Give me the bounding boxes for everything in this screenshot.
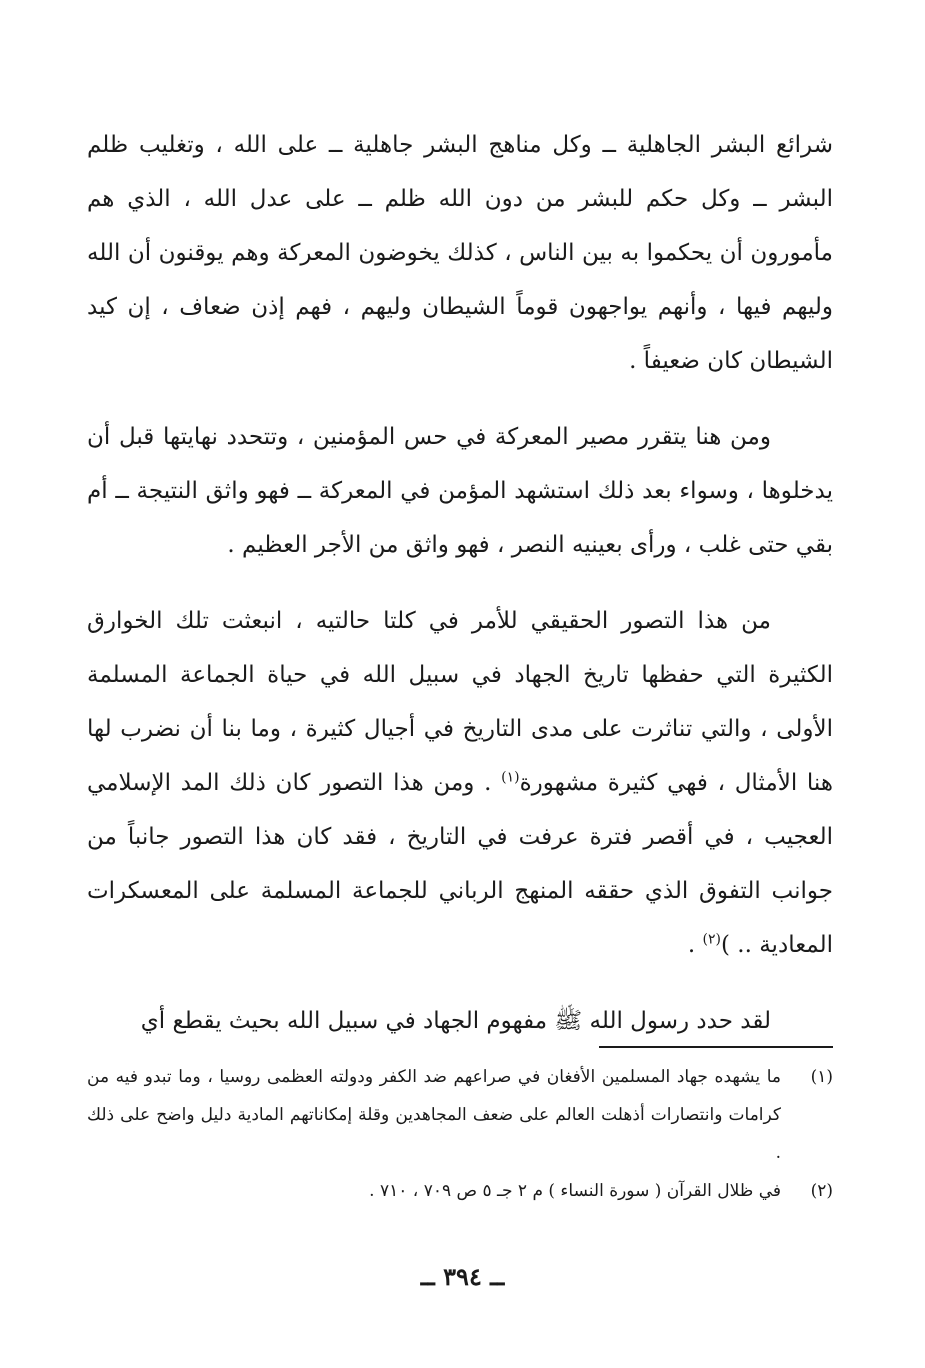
paragraph-2: ومن هنا يتقرر مصير المعركة في حس المؤمنين ، وتتحدد نهايتها قبل أن يدخلوها ، وسواء بعد ذلك استشهد المؤمن في المعركة ــ فهو واثق النتيجة ــ أم بقي حتى غلب ، ورأى بعينيه النصر ، فهو واثق من الأجر العظيم . bbox=[87, 424, 833, 558]
paragraph-4: لقد حدد رسول الله ﷺ مفهوم الجهاد في سبيل الله بحيث يقطع أي bbox=[140, 1008, 771, 1034]
paragraph-3-text-end: . bbox=[687, 932, 703, 958]
footnotes bbox=[87, 1058, 833, 1210]
paragraph-3-text-middle: . ومن هذا التصور كان ذلك المد الإسلامي العجيب ، في أقصر فترة عرفت في التاريخ ، فقد كان هذا التصور جانباً من جوانب التفوق الذي حققه المنهج الرباني للجماعة المسلمة على المعسكرات المعادية .. ) bbox=[87, 770, 833, 958]
paragraph-1: شرائع البشر الجاهلية ــ وكل مناهج البشر جاهلية ــ على الله ، وتغليب ظلم البشر ــ وكل حكم للبشر من دون الله ظلم ــ على عدل الله ، الذي هم مأمورون أن يحكموا به بين الناس ، كذلك يخوضون المعركة وهم يوقنون أن الله وليهم فيها ، وأنهم يواجهون قوماً الشيطان وليهم ، فهم إذن ضعاف ، إن كيد الشيطان كان ضعيفاً . bbox=[87, 132, 833, 374]
footnote-2 bbox=[87, 1172, 833, 1210]
main-text bbox=[87, 118, 833, 1048]
footnote-1-text: ما يشهده جهاد المسلمين الأفغان في صراعهم ضد الكفر ودولته العظمى روسيا ، وما تبدو فيه من كرامات وانتصارات أذهلت العالم على ضعف المجاهدين وقلة إمكاناتهم المادية دليل واضح على ذلك . bbox=[87, 1067, 781, 1163]
footnote-1 bbox=[87, 1058, 833, 1172]
paragraph-3-text-start: من هذا التصور الحقيقي للأمر في كلتا حالتيه ، انبعثت تلك الخوارق الكثيرة التي حفظها تاريخ الجهاد في سبيل الله في حياة الجماعة المسلمة الأولى ، والتي تناثرت على مدى التاريخ في أجيال كثيرة ، وما بنا أن نضرب لها هنا الأمثال ، فهي كثيرة مشهورة bbox=[87, 608, 834, 796]
paragraph-3 bbox=[87, 594, 833, 972]
page-number: ــ ٣٩٤ ــ bbox=[420, 1262, 505, 1291]
footnote-1-number: (١) bbox=[810, 1067, 833, 1087]
footnote-ref-2: (٢) bbox=[702, 931, 721, 948]
footnote-ref-1: (١) bbox=[501, 769, 520, 786]
footnote-2-text: في ظلال القرآن ( سورة النساء ) م ٢ جـ ٥ ص ٧٠٩ ، ٧١٠ . bbox=[369, 1181, 781, 1201]
footnote-2-number: (٢) bbox=[810, 1181, 833, 1201]
footnote-separator bbox=[599, 1046, 833, 1048]
